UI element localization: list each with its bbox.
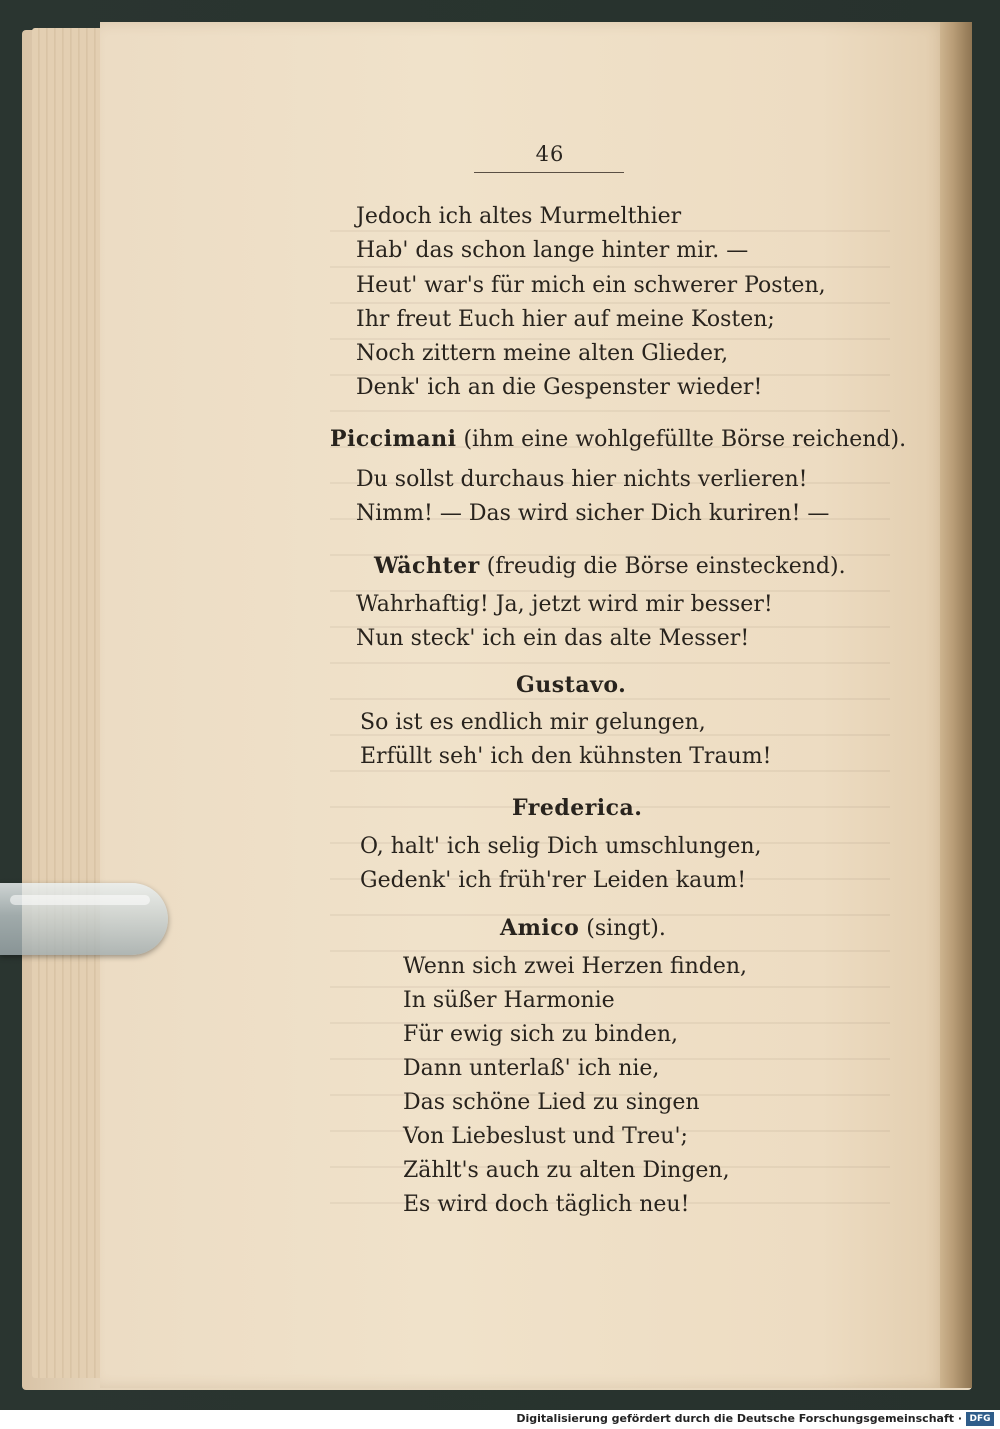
text-line: Du sollst durchaus hier nichts verlieren! (356, 467, 808, 492)
speaker-name: Frederica. (512, 795, 643, 821)
speaker-name: Piccimani (330, 426, 457, 452)
stage-direction: (freudig die Börse einsteckend). (486, 554, 846, 579)
text-line: Hab' das schon lange hinter mir. — (356, 238, 749, 263)
stage-direction: (singt). (586, 916, 666, 941)
speaker-line-waechter (374, 551, 846, 582)
song-line: Zählt's auch zu alten Dingen, (403, 1158, 730, 1183)
song-line: In süßer Harmonie (403, 988, 615, 1013)
song-line: Das schöne Lied zu singen (403, 1090, 700, 1115)
song-line: Für ewig sich zu binden, (403, 1022, 679, 1047)
speaker-line-amico (500, 913, 666, 944)
page-clip (0, 883, 168, 955)
funding-notice: Digitalisierung gefördert durch die Deutsche Forschungsgemeinschaft · (516, 1412, 962, 1425)
footer-bar (0, 1410, 1000, 1429)
text-line: Noch zittern meine alten Glieder, (356, 341, 729, 366)
text-line: Jedoch ich altes Murmelthier (356, 204, 682, 229)
song-line: Von Liebeslust und Treu'; (403, 1124, 688, 1149)
speaker-name: Wächter (374, 553, 480, 579)
text-line: Nimm! — Das wird sicher Dich kuriren! — (356, 501, 830, 526)
stage-direction: (ihm eine wohlgefüllte Börse reichend). (463, 427, 907, 452)
text-line: So ist es endlich mir gelungen, (360, 710, 706, 735)
speaker-line-piccimani (330, 424, 906, 455)
text-line: Denk' ich an die Gespenster wieder! (356, 375, 763, 400)
page-number: 46 (535, 142, 565, 166)
dfg-logo: DFG (966, 1412, 994, 1426)
song-line: Wenn sich zwei Herzen finden, (403, 954, 748, 979)
text-line: O, halt' ich selig Dich umschlungen, (360, 834, 762, 859)
text-line: Heut' war's für mich ein schwerer Posten, (356, 273, 826, 298)
speaker-name: Gustavo. (516, 672, 627, 698)
text-line: Nun steck' ich ein das alte Messer! (356, 626, 750, 651)
page-number-rule (474, 172, 624, 173)
text-line: Gedenk' ich früh'rer Leiden kaum! (360, 868, 747, 893)
text-line: Erfüllt seh' ich den kühnsten Traum! (360, 744, 772, 769)
song-line: Es wird doch täglich neu! (403, 1192, 690, 1217)
book-gutter (940, 22, 972, 1388)
speaker-name: Amico (500, 915, 580, 941)
text-line: Wahrhaftig! Ja, jetzt wird mir besser! (356, 592, 773, 617)
song-line: Dann unterlaß' ich nie, (403, 1056, 660, 1081)
text-line: Ihr freut Euch hier auf meine Kosten; (356, 307, 775, 332)
